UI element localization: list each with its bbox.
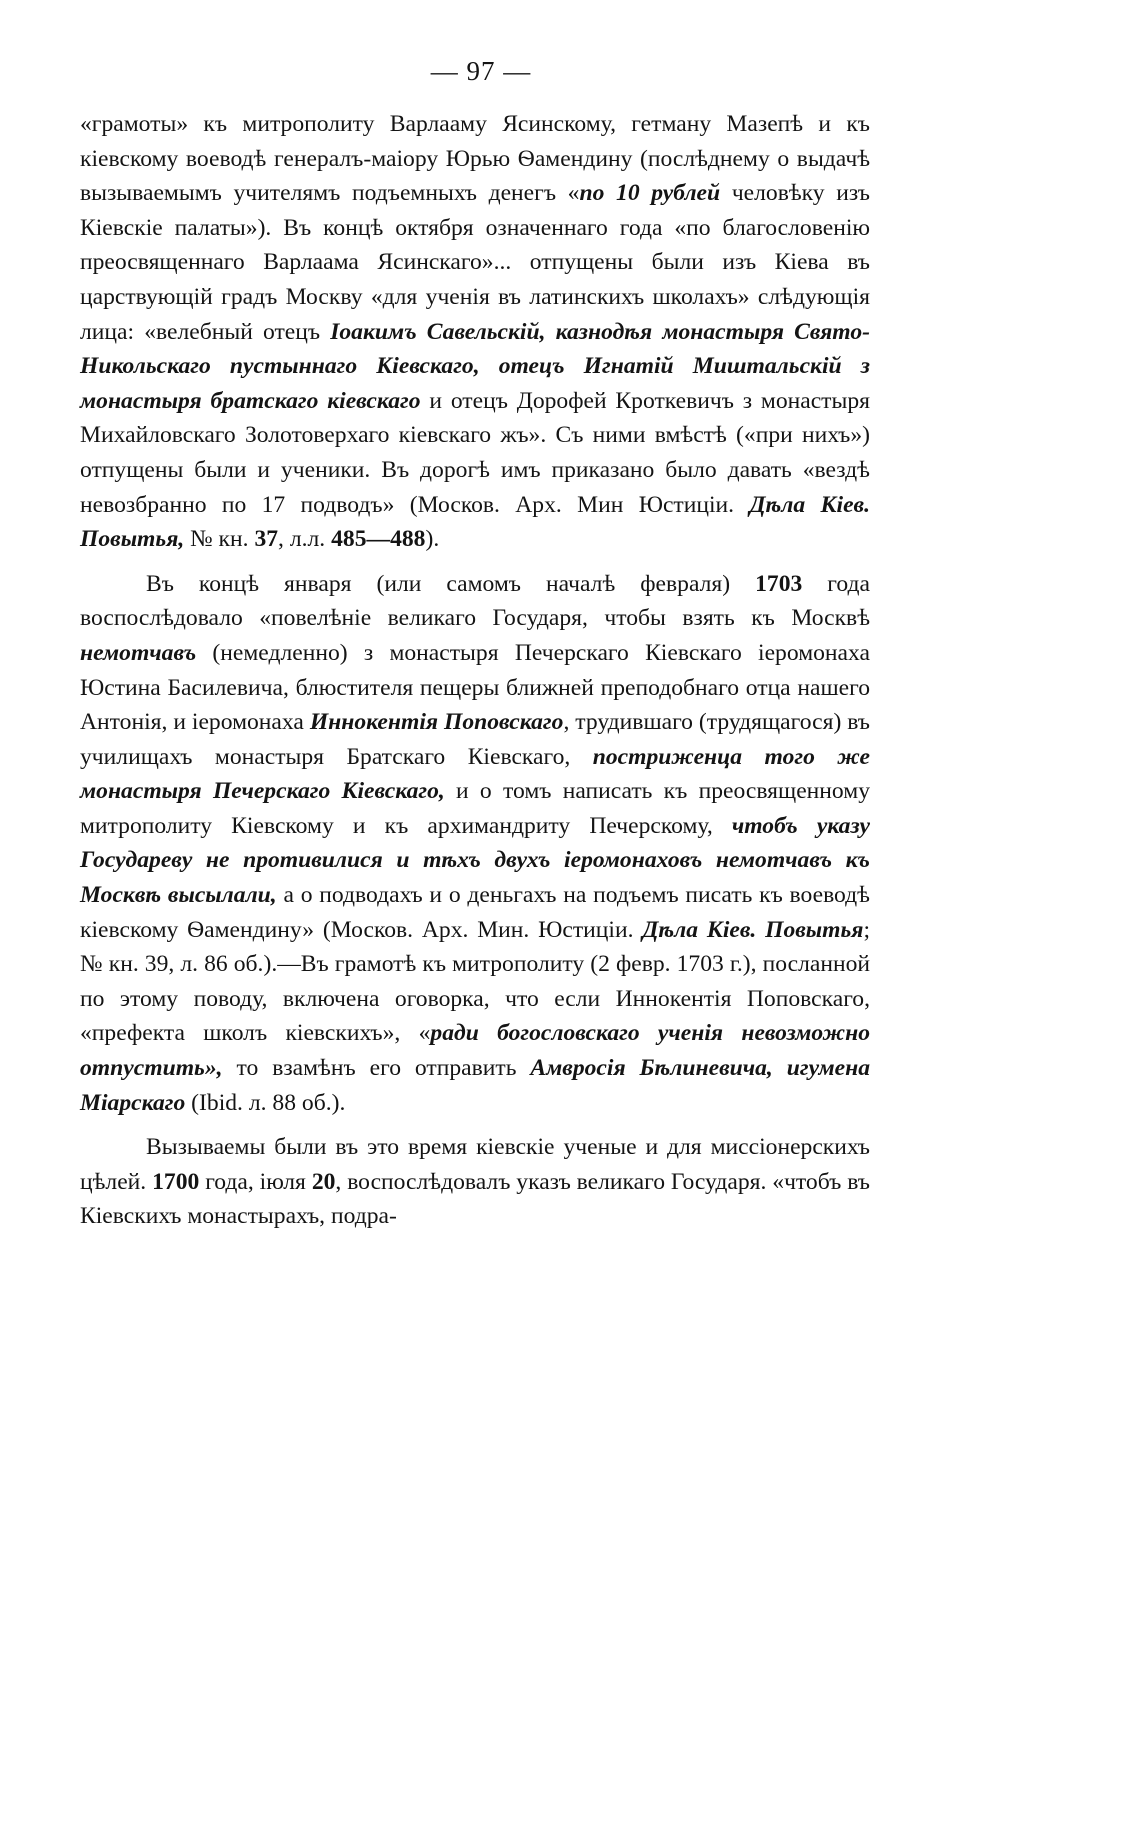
emphasized-text-run: 1703: [755, 570, 803, 597]
emphasized-text-run: немотчавъ: [80, 639, 197, 666]
text-run: «грамоты» къ митрополиту Варлааму Ясинскому, гетману Мазепѣ и къ кіевскому воеводѣ генералъ-маіору Юрью Ѳамендину (послѣднему о выдачѣ вызываемымъ учителямъ подъемныхъ денегъ «: [80, 111, 870, 207]
text-run: ).: [425, 526, 440, 553]
text-run: а о подводахъ и о деньгахъ на подъемъ писать къ воеводѣ кіевскому Ѳамендину» (Москов. Арх. Мин. Юстиціи.: [80, 882, 870, 943]
emphasized-text-run: Дѣла Кіев. Повытья,: [80, 491, 870, 553]
emphasized-text-run: ради богословскаго ученія невозможно отпустить»,: [80, 1020, 870, 1082]
text-run: года, іюля: [199, 1168, 312, 1195]
paragraph: [80, 567, 870, 1121]
text-run: ; № кн. 39, л. 86 об.).—Въ грамотѣ къ митрополиту (2 февр. 1703 г.), посланной по этому поводу, включена оговорка, что если Иннокентія Поповскаго, «префекта школъ кіевскихъ», «: [80, 916, 871, 1047]
emphasized-text-run: Амвросія Бѣлиневича, игумена Міарскаго: [80, 1055, 870, 1116]
body-text: [80, 107, 870, 1234]
emphasized-text-run: чтобъ указу Государеву не противилися и тѣхъ двухъ іеромонаховъ немотчавъ къ Москвѣ высылали,: [80, 812, 870, 909]
paragraph: [80, 107, 870, 557]
text-run: Въ концѣ января (или самомъ началѣ февраля): [146, 570, 756, 597]
text-run: № кн.: [184, 526, 255, 553]
text-run: Вызываемы были въ это время кіевскіе ученые и для миссіонерскихъ цѣлей.: [80, 1134, 870, 1195]
text-run: и отецъ Дорофей Кроткевичъ з монастыря Михайловскаго Золотоверхаго кіевскаго жъ». Съ ними вмѣстѣ («при нихъ») отпущены были и ученики. Въ дорогѣ имъ приказано было давать «вездѣ невозбранно по 17 подводъ» (Москов. Арх. Мин Юстиціи.: [80, 387, 870, 518]
text-run: , воспослѣдовалъ указъ великаго Государя. «чтобъ въ Кіевскихъ монастырахъ, подра-: [80, 1168, 870, 1230]
text-run: то взамѣнъ его отправить: [222, 1055, 531, 1082]
text-run: года воспослѣдовало «повелѣніе великаго Государя, чтобы взять къ Москвѣ: [80, 570, 870, 632]
text-run: , л.л.: [278, 526, 332, 553]
emphasized-text-run: Дѣла Кіев. Повытья: [642, 916, 864, 943]
text-run: человѣку изъ Кіевскіе палаты»). Въ концѣ октября означеннаго года «по благословенію преосвященнаго Варлаама Ясинскаго»... отпущены были изъ Кіева въ царствующій градъ Москву «для ученія въ латинскихъ школахъ» слѣдующія лица: «велебный отецъ: [80, 180, 870, 345]
text-run: (немедленно) з монастыря Печерскаго Кіевскаго іеромонаха Юстина Басилевича, блюстителя пещеры ближней преподобнаго отца нашего Антонія, и іеромонаха: [80, 639, 870, 736]
paragraph: [80, 1130, 870, 1234]
text-run: (Ibid. л. 88 об.).: [185, 1089, 346, 1116]
emphasized-text-run: по 10 рублей: [579, 180, 721, 207]
emphasized-text-run: Іоакимъ Савельскій, казнодѣя монастыря Свято-Никольскаго пустыннаго Кіевскаго, отецъ Игнатій Миштальскій з монастыря братскаго кіевскаго: [80, 318, 870, 414]
emphasized-text-run: постриженца того же монастыря Печерскаго Кіевскаго,: [80, 743, 870, 805]
emphasized-text-run: 37: [254, 526, 279, 553]
emphasized-text-run: 485—488: [331, 526, 426, 553]
text-run: , трудившаго (трудящагося) въ училищахъ монастыря Братскаго Кіевскаго,: [80, 709, 871, 770]
emphasized-text-run: 1700: [152, 1168, 200, 1195]
emphasized-text-run: Иннокентія Поповскаго: [309, 709, 564, 736]
emphasized-text-run: 20: [311, 1168, 336, 1195]
text-run: и о томъ написать къ преосвященному митрополиту Кіевскому и къ архимандриту Печерскому,: [80, 778, 870, 839]
page-number: — 97 —: [430, 56, 532, 86]
